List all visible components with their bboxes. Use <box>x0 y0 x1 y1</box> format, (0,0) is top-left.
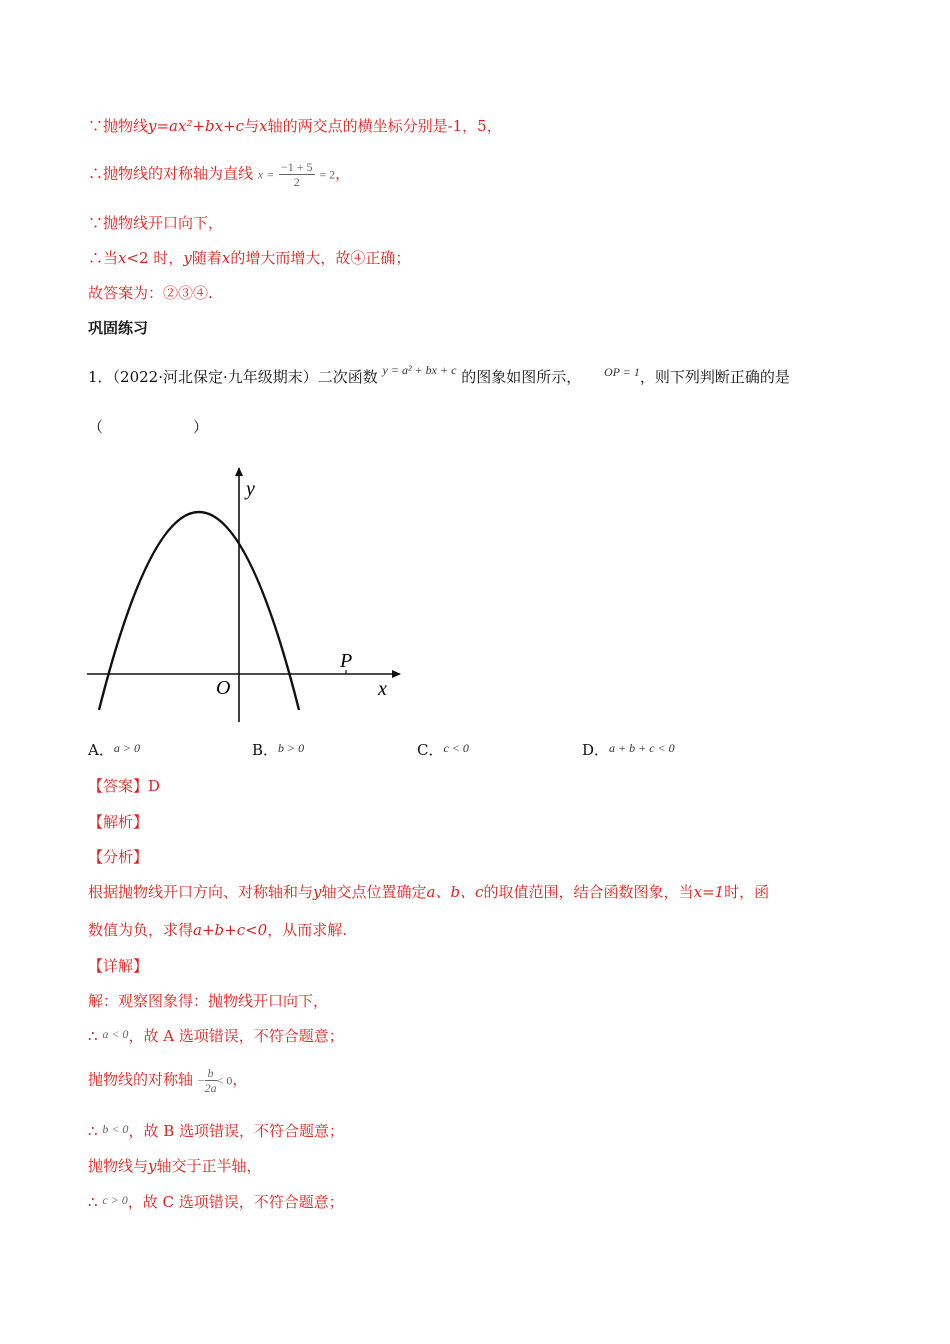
option-label: D． <box>582 741 610 759</box>
answer-paren: （ ） <box>88 418 209 436</box>
p-label: P <box>340 650 353 672</box>
solution-line-1 <box>88 116 502 136</box>
y-label: y <box>246 478 255 500</box>
answer-tag: 【答案】 <box>88 777 149 795</box>
denominator: 2 <box>293 175 300 189</box>
text: 的取值范围，结合函数图象，当 <box>483 883 694 901</box>
var-y: y <box>148 1157 157 1175</box>
option-expr: a > 0 <box>113 741 140 755</box>
text: 轴的两交点的横坐标分别是-1，5， <box>267 117 502 135</box>
text: 随着 <box>191 249 222 267</box>
text: ∴当 <box>88 249 119 267</box>
detail-line-6 <box>88 1192 344 1213</box>
text: 数值为负，求得 <box>88 921 194 939</box>
text: 与 <box>244 117 260 135</box>
text: 轴交于正半轴， <box>156 1157 262 1175</box>
text: ，故 B 选项错误，不符合题意； <box>128 1122 344 1140</box>
solution-line-3: ∵抛物线开口向下， <box>88 214 224 232</box>
option-label: B． <box>252 741 279 759</box>
formula: y=ax²+bx+c <box>148 117 245 135</box>
text: 抛物线与 <box>88 1157 149 1175</box>
fenxi-line-1 <box>88 882 769 902</box>
x-label: x <box>378 678 387 700</box>
text: ， <box>335 164 351 183</box>
math-expr: c > 0 <box>102 1193 128 1207</box>
math-rhs: = 2 <box>319 167 336 182</box>
math-expr: b < 0 <box>102 1122 129 1136</box>
solution-line-5: 故答案为：②③④. <box>88 284 213 302</box>
text: 时，函 <box>724 883 770 901</box>
math-rhs: < 0 <box>216 1073 233 1088</box>
option-c[interactable] <box>417 740 469 761</box>
question-condition: OP = 1 <box>604 365 640 379</box>
jiexi-tag: 【解析】 <box>88 813 149 831</box>
option-expr: c < 0 <box>443 741 469 755</box>
fraction <box>205 1066 217 1095</box>
var-x: x <box>221 249 231 267</box>
question-formula: y = a² + bx + c <box>382 363 457 377</box>
math-lhs: x = <box>257 167 275 182</box>
text: ，故 A 选项错误，不符合题意； <box>128 1027 344 1045</box>
text: 的图象如图所示， <box>461 368 582 386</box>
fenxi-tag: 【分析】 <box>88 848 149 866</box>
text: 的增大而增大，故④正确； <box>230 249 411 267</box>
vars-abc: a、b、c <box>426 883 484 901</box>
parabola-graph <box>82 462 412 724</box>
text: <2 时， <box>126 249 184 267</box>
solution-line-2 <box>88 160 350 189</box>
option-label: A． <box>88 741 114 759</box>
text: ，从而求解. <box>267 921 347 939</box>
text: ∴抛物线的对称轴为直线 <box>88 164 254 183</box>
text: ，故 C 选项错误，不符合题意； <box>127 1193 344 1211</box>
var-y: y <box>313 883 322 901</box>
expr: a+b+c<0 <box>193 921 268 939</box>
var-x: x <box>118 249 127 267</box>
text: ， <box>232 1070 248 1089</box>
expr: x=1 <box>693 883 725 901</box>
text: ，则下列判断正确的是 <box>639 368 790 386</box>
xiangjie-tag: 【详解】 <box>88 957 149 975</box>
denominator: 2a <box>204 1081 217 1095</box>
fraction <box>279 160 315 189</box>
question-number: 1． <box>88 368 113 386</box>
origin-label: O <box>216 677 231 699</box>
option-d[interactable] <box>582 740 675 761</box>
text: ∴ <box>88 1193 98 1211</box>
math-expr: a < 0 <box>102 1027 129 1041</box>
detail-line-2 <box>88 1026 344 1047</box>
detail-line-5 <box>88 1156 262 1176</box>
parabola-curve <box>99 512 299 710</box>
text: 轴交点位置确定 <box>321 883 427 901</box>
var-y: y <box>183 249 192 267</box>
answer-line <box>88 776 160 796</box>
numerator: −1 + 5 <box>281 160 313 174</box>
option-a[interactable] <box>88 740 140 761</box>
answer-value: D <box>148 777 161 795</box>
var-x: x <box>259 117 268 135</box>
detail-line-4 <box>88 1121 344 1142</box>
solution-line-4 <box>88 248 410 268</box>
text: ∴ <box>88 1027 98 1045</box>
section-title: 巩固练习 <box>88 319 149 337</box>
question-line <box>88 363 790 388</box>
option-expr: a + b + c < 0 <box>609 741 675 755</box>
option-b[interactable] <box>252 740 304 761</box>
numerator: b <box>205 1066 217 1081</box>
text: 抛物线的对称轴 <box>88 1070 194 1089</box>
detail-line-1: 解：观察图象得：抛物线开口向下， <box>88 992 329 1010</box>
option-expr: b > 0 <box>278 741 305 755</box>
text: ∴ <box>88 1122 98 1140</box>
fenxi-line-2 <box>88 920 347 940</box>
minus-sign: − <box>197 1073 205 1088</box>
question-source: （2022·河北保定·九年级期末）二次函数 <box>112 368 378 386</box>
text: 根据抛物线开口方向、对称轴和与 <box>88 883 314 901</box>
option-label: C． <box>417 741 444 759</box>
text: ∵抛物线 <box>88 117 149 135</box>
detail-line-3 <box>88 1066 247 1095</box>
